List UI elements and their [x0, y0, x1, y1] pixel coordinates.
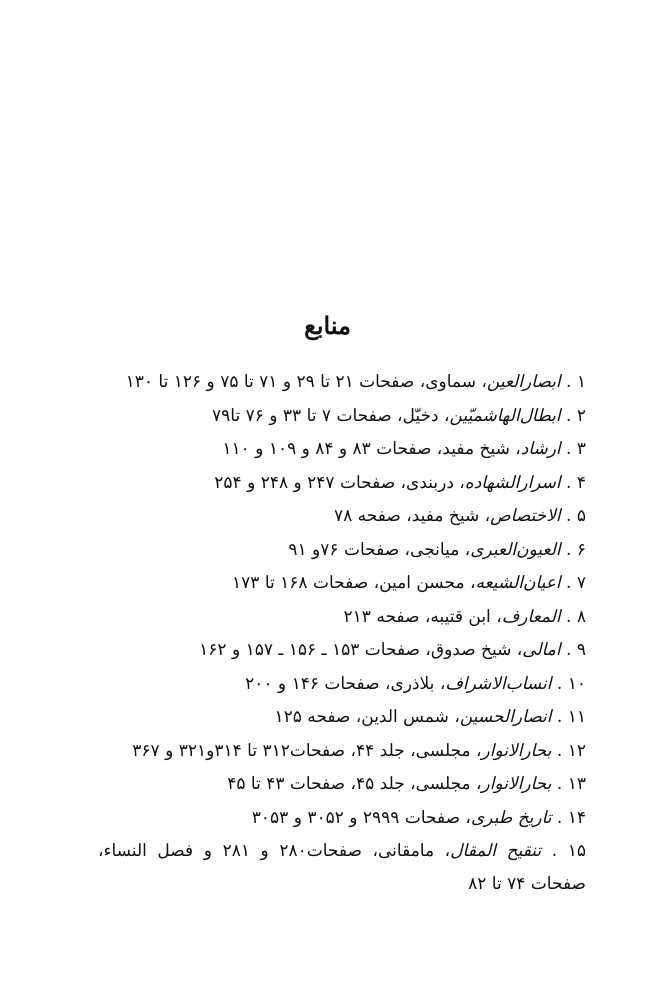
reference-title: انصارالحسین — [459, 707, 552, 727]
reference-details: ، دربندی، صفحات ۲۴۷ و ۲۴۸ و ۲۵۴ — [214, 472, 465, 493]
page-heading: منابع — [304, 311, 351, 341]
reference-details: ، محسن امین، صفحات ۱۶۸ تا ۱۷۳ — [232, 573, 476, 593]
reference-item — [98, 701, 586, 735]
reference-item — [98, 500, 586, 534]
reference-number: ۱۱ . — [556, 707, 586, 727]
reference-details: ، صفحات ۲۹۹۹ و ۳۰۵۲ و ۳۰۵۳ — [251, 807, 471, 828]
reference-details: ، مجلسی، جلد ۴۵، صفحات ۴۳ تا ۴۵ — [227, 774, 482, 794]
reference-title: بحارالانوار — [481, 774, 552, 794]
reference-number: ۷ . — [566, 573, 586, 593]
reference-number: ۱۳ . — [556, 774, 586, 794]
reference-item — [98, 433, 586, 467]
reference-number: ۲ . — [566, 405, 586, 426]
reference-number: ۱۰ . — [556, 673, 586, 694]
reference-number: ۱۲ . — [556, 740, 586, 761]
reference-title: تنقیح المقال — [450, 841, 542, 861]
reference-number: ۱ . — [566, 372, 586, 392]
reference-number: ۱۵ . — [551, 841, 587, 861]
reference-number: ۶ . — [566, 539, 586, 560]
reference-details: ، میانجی، صفحات ۷۶و ۹۱ — [288, 539, 471, 560]
reference-item — [98, 400, 586, 434]
reference-item — [98, 467, 586, 501]
reference-list — [98, 366, 586, 901]
reference-details: ، شیخ مفید، صفحات ۸۳ و ۸۴ و ۱۰۹ و ۱۱۰ — [222, 439, 521, 459]
reference-number: ۴ . — [566, 472, 586, 493]
reference-item — [98, 802, 586, 836]
reference-title: بحارالانوار — [481, 740, 552, 761]
reference-item — [98, 735, 586, 769]
reference-number: ۱۴ . — [556, 807, 586, 828]
reference-details: ، بلاذری، صفحات ۱۴۶ و ۲۰۰ — [245, 673, 446, 694]
reference-item — [98, 768, 586, 802]
reference-details: ، شمس الدین، صفحه ۱۲۵ — [274, 707, 460, 727]
reference-item — [98, 634, 586, 668]
reference-number: ۳ . — [566, 439, 586, 459]
reference-title: ارشاد — [520, 439, 561, 459]
reference-details: ، سماوی، صفحات ۲۱ تا ۲۹ و ۷۱ تا ۷۵ و ۱۲۶ تا ۱۳۰ — [125, 372, 487, 392]
reference-details: ، شیخ مفید، صفحه ۷۸ — [334, 506, 491, 526]
reference-title: ابطال‌الهاشمیّین — [449, 405, 561, 426]
reference-item — [98, 835, 586, 901]
reference-item — [98, 366, 586, 400]
reference-item — [98, 567, 586, 601]
reference-item — [98, 668, 586, 702]
reference-title: تاریخ طبری — [470, 807, 552, 828]
reference-title: ابصارالعین — [486, 372, 561, 392]
reference-number: ۸ . — [566, 606, 586, 627]
reference-title: انساب‌الاشراف — [445, 673, 552, 694]
reference-details: ، دخیّل، صفحات ۷ تا ۳۳ و ۷۶ تا۷۹ — [212, 405, 450, 426]
reference-title: امالی — [522, 640, 561, 660]
reference-item — [98, 601, 586, 635]
reference-title: اعیان‌الشیعه — [475, 573, 561, 593]
reference-details: ، شیخ صدوق، صفحات ۱۵۳ ـ ۱۵۶ ـ ۱۵۷ و ۱۶۲ — [199, 640, 523, 660]
reference-title: اسرارالشهاده — [464, 472, 561, 493]
reference-details: ، مجلسی، جلد ۴۴، صفحات۳۱۲ تا ۳۱۴و۳۲۱ و ۳۶۷ — [132, 740, 482, 761]
reference-number: ۵ . — [566, 506, 586, 526]
reference-item — [98, 534, 586, 568]
reference-details: ، ابن قتیبه، صفحه ۲۱۳ — [343, 606, 502, 627]
reference-title: المعارف — [501, 606, 561, 627]
reference-title: الاختصاص — [490, 506, 561, 526]
reference-title: العیون‌العبری — [470, 539, 561, 560]
reference-details: ، مامقانی، صفحات۲۸۰ و ۲۸۱ و فصل النساء، صفحات ۷۴ تا ۸۲ — [98, 841, 586, 894]
reference-number: ۹ . — [566, 640, 586, 660]
